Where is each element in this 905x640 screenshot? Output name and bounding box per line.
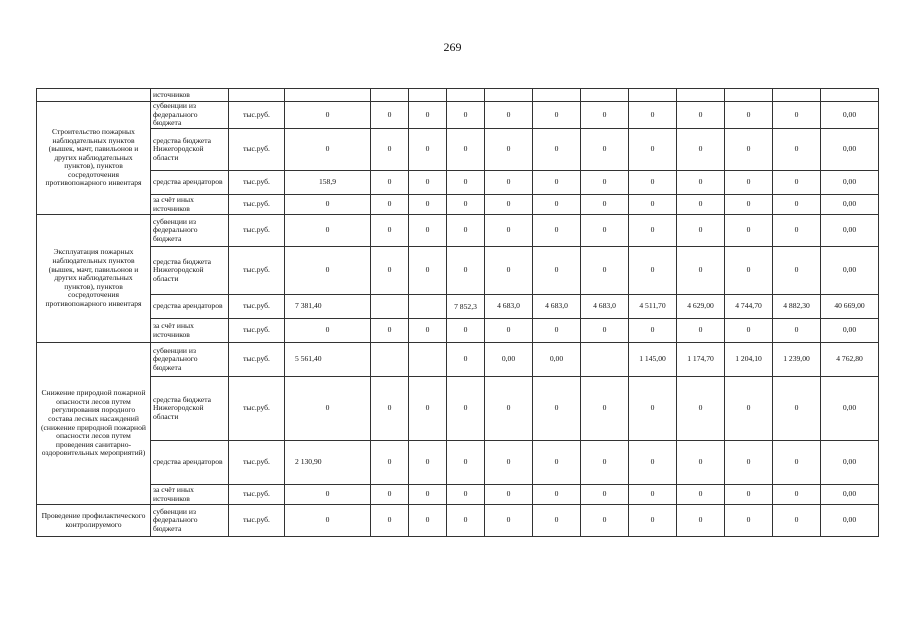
value-cell: 0 xyxy=(533,195,581,215)
value-cell: 0 xyxy=(677,485,725,505)
value-cell: 0 xyxy=(773,102,821,129)
value-cell: 0 xyxy=(409,195,447,215)
value-cell: 0 xyxy=(285,215,371,247)
table-row xyxy=(37,441,879,485)
value-cell: 0 xyxy=(485,247,533,295)
value-cell: 0 xyxy=(773,215,821,247)
unit-cell: тыс.руб. xyxy=(229,247,285,295)
value-cell: 0 xyxy=(629,195,677,215)
value-cell: 0 xyxy=(725,441,773,485)
value-cell: 0 xyxy=(371,319,409,343)
unit-cell: тыс.руб. xyxy=(229,102,285,129)
value-cell: 0 xyxy=(773,319,821,343)
value-cell: 0 xyxy=(533,485,581,505)
value-cell: 0 xyxy=(409,441,447,485)
value-cell: 0 xyxy=(447,195,485,215)
unit-cell: тыс.руб. xyxy=(229,505,285,537)
value-cell: 0 xyxy=(773,377,821,441)
value-cell: 0 xyxy=(485,319,533,343)
value-cell: 0,00 xyxy=(821,102,879,129)
table-row xyxy=(37,485,879,505)
value-cell: 0 xyxy=(773,129,821,171)
value-cell: 0 xyxy=(629,505,677,537)
value-cell: 0 xyxy=(677,171,725,195)
table-row xyxy=(37,195,879,215)
funding-source-cell: средства бюджета Нижегородской области xyxy=(151,377,229,441)
value-cell: 1 145,00 xyxy=(629,343,677,377)
value-cell: 0 xyxy=(677,215,725,247)
budget-table xyxy=(36,88,879,537)
value-cell: 0 xyxy=(581,485,629,505)
unit-cell: тыс.руб. xyxy=(229,215,285,247)
value-cell: 4 683,0 xyxy=(533,295,581,319)
value-cell: 0 xyxy=(773,505,821,537)
activity-name-cell: Строительство пожарных наблюдательных пунктов (вышек, мачт, павильонов и других наблюдательных пунктов), пунктов сосредоточения противопожарного инвентаря xyxy=(37,102,151,215)
table-row xyxy=(37,171,879,195)
value-cell: 0 xyxy=(581,247,629,295)
value-cell: 0 xyxy=(409,171,447,195)
value-cell: 0 xyxy=(447,485,485,505)
value-cell: 0 xyxy=(677,247,725,295)
value-cell: 0 xyxy=(485,441,533,485)
funding-source-cell: за счёт иных источников xyxy=(151,485,229,505)
value-cell: 0 xyxy=(285,319,371,343)
value-cell: 0,00 xyxy=(821,171,879,195)
value-cell: 0 xyxy=(629,377,677,441)
table-body xyxy=(37,89,879,537)
value-cell: 0 xyxy=(677,377,725,441)
value-cell: 0 xyxy=(409,505,447,537)
table-row xyxy=(37,377,879,441)
unit-cell: тыс.руб. xyxy=(229,319,285,343)
value-cell: 0 xyxy=(409,319,447,343)
value-cell: 0 xyxy=(409,102,447,129)
value-cell xyxy=(409,343,447,377)
value-cell: 0 xyxy=(285,505,371,537)
value-cell: 0 xyxy=(409,377,447,441)
value-cell: 0 xyxy=(485,505,533,537)
funding-source-cell: за счёт иных источников xyxy=(151,195,229,215)
value-cell: 0 xyxy=(409,129,447,171)
value-cell: 0 xyxy=(447,505,485,537)
funding-source-cell: средства арендаторов xyxy=(151,171,229,195)
value-cell: 0 xyxy=(485,485,533,505)
value-cell: 0 xyxy=(629,247,677,295)
table-row xyxy=(37,319,879,343)
value-cell xyxy=(371,295,409,319)
value-cell: 0 xyxy=(447,171,485,195)
activity-name-cell: Снижение природной пожарной опасности лесов путем регулирования породного состава лесных насаждений (снижение природной пожарной опасности лесов путем проведения санитарно-оздоровительных мероприятий) xyxy=(37,343,151,505)
funding-source-cell: средства арендаторов xyxy=(151,295,229,319)
unit-cell: тыс.руб. xyxy=(229,377,285,441)
value-cell: 0,00 xyxy=(821,247,879,295)
value-cell: 0 xyxy=(677,319,725,343)
funding-source-cell: средства бюджета Нижегородской области xyxy=(151,247,229,295)
value-cell: 158,9 xyxy=(285,171,371,195)
value-cell: 0,00 xyxy=(821,441,879,485)
value-cell: 0 xyxy=(581,441,629,485)
value-cell: 0 xyxy=(581,319,629,343)
value-cell: 0,00 xyxy=(485,343,533,377)
value-cell: 5 561,40 xyxy=(285,343,371,377)
value-cell: 0 xyxy=(485,129,533,171)
value-cell: 4 882,30 xyxy=(773,295,821,319)
value-cell: 0 xyxy=(533,505,581,537)
value-cell: 0 xyxy=(371,195,409,215)
value-cell: 0 xyxy=(677,102,725,129)
value-cell: 0 xyxy=(447,129,485,171)
unit-cell: тыс.руб. xyxy=(229,441,285,485)
value-cell: 0 xyxy=(677,129,725,171)
value-cell: 2 130,90 xyxy=(285,441,371,485)
value-cell: 4 629,00 xyxy=(677,295,725,319)
value-cell: 0 xyxy=(533,377,581,441)
value-cell: 0 xyxy=(629,215,677,247)
value-cell: 0 xyxy=(447,441,485,485)
funding-source-cell: субвенции из федерального бюджета xyxy=(151,215,229,247)
value-cell: 0 xyxy=(773,195,821,215)
value-cell: 0 xyxy=(533,102,581,129)
value-cell: 0 xyxy=(725,129,773,171)
value-cell: 0 xyxy=(533,441,581,485)
funding-source-cell: средства бюджета Нижегородской области xyxy=(151,129,229,171)
page-number: 269 xyxy=(443,40,462,54)
value-cell: 0 xyxy=(725,377,773,441)
value-cell: 0 xyxy=(485,195,533,215)
value-cell: 0 xyxy=(285,485,371,505)
value-cell: 1 174,70 xyxy=(677,343,725,377)
value-cell: 0 xyxy=(447,319,485,343)
value-cell: 0 xyxy=(677,505,725,537)
value-cell: 0 xyxy=(629,171,677,195)
value-cell: 0 xyxy=(677,195,725,215)
value-cell: 0 xyxy=(485,171,533,195)
value-cell: 0 xyxy=(677,441,725,485)
value-cell: 0 xyxy=(447,102,485,129)
value-cell: 0 xyxy=(409,485,447,505)
value-cell: 0,00 xyxy=(821,505,879,537)
funding-source-cell: за счёт иных источников xyxy=(151,319,229,343)
activity-name-cell: Эксплуатация пожарных наблюдательных пунктов (вышек, мачт, павильонов и других наблюдательных пунктов), пунктов сосредоточения противопожарного инвентаря xyxy=(37,215,151,343)
value-cell: 0 xyxy=(725,215,773,247)
value-cell: 0 xyxy=(629,129,677,171)
value-cell: 0 xyxy=(629,441,677,485)
value-cell: 0 xyxy=(725,319,773,343)
value-cell: 0 xyxy=(773,485,821,505)
unit-cell: тыс.руб. xyxy=(229,295,285,319)
value-cell: 0,00 xyxy=(821,319,879,343)
value-cell: 0 xyxy=(371,171,409,195)
table-row xyxy=(37,215,879,247)
value-cell: 0 xyxy=(285,195,371,215)
value-cell: 0 xyxy=(447,377,485,441)
table-row xyxy=(37,295,879,319)
value-cell: 0 xyxy=(447,247,485,295)
value-cell: 0 xyxy=(581,129,629,171)
unit-cell: тыс.руб. xyxy=(229,485,285,505)
value-cell: 0,00 xyxy=(821,377,879,441)
value-cell: 0 xyxy=(533,215,581,247)
table-row xyxy=(37,505,879,537)
value-cell: 1 204,10 xyxy=(725,343,773,377)
value-cell: 0 xyxy=(371,215,409,247)
value-cell xyxy=(581,343,629,377)
value-cell: 40 669,00 xyxy=(821,295,879,319)
value-cell: 0 xyxy=(409,247,447,295)
source-cell: источников xyxy=(151,89,229,102)
value-cell: 0 xyxy=(581,171,629,195)
value-cell: 0 xyxy=(371,505,409,537)
table-row xyxy=(37,343,879,377)
table-row xyxy=(37,129,879,171)
value-cell: 4 744,70 xyxy=(725,295,773,319)
value-cell: 0 xyxy=(581,215,629,247)
table-row xyxy=(37,247,879,295)
value-cell: 0 xyxy=(581,102,629,129)
value-cell: 0 xyxy=(629,102,677,129)
value-cell: 0 xyxy=(773,171,821,195)
value-cell: 0 xyxy=(485,215,533,247)
value-cell: 7 381,40 xyxy=(285,295,371,319)
value-cell: 4 762,80 xyxy=(821,343,879,377)
unit-cell: тыс.руб. xyxy=(229,171,285,195)
value-cell: 0 xyxy=(485,377,533,441)
activity-name-cell: Проведение профилактического контролируемого xyxy=(37,505,151,537)
value-cell: 0 xyxy=(581,195,629,215)
value-cell: 0 xyxy=(371,129,409,171)
value-cell: 0 xyxy=(725,505,773,537)
value-cell: 0 xyxy=(773,247,821,295)
unit-cell: тыс.руб. xyxy=(229,195,285,215)
value-cell: 0 xyxy=(581,505,629,537)
value-cell: 0 xyxy=(285,129,371,171)
table-row xyxy=(37,102,879,129)
value-cell: 0 xyxy=(725,102,773,129)
value-cell: 0 xyxy=(725,485,773,505)
value-cell: 0,00 xyxy=(533,343,581,377)
value-cell: 4 683,0 xyxy=(485,295,533,319)
value-cell: 0 xyxy=(285,247,371,295)
value-cell: 0,00 xyxy=(821,485,879,505)
funding-source-cell: субвенции из федерального бюджета xyxy=(151,343,229,377)
value-cell: 0 xyxy=(409,215,447,247)
value-cell: 0 xyxy=(285,377,371,441)
value-cell: 0 xyxy=(371,247,409,295)
funding-source-cell: средства арендаторов xyxy=(151,441,229,485)
value-cell: 0,00 xyxy=(821,129,879,171)
value-cell: 0 xyxy=(285,102,371,129)
table-row xyxy=(37,89,879,102)
value-cell: 1 239,00 xyxy=(773,343,821,377)
value-cell: 0 xyxy=(371,377,409,441)
value-cell: 0 xyxy=(533,129,581,171)
value-cell: 7 852,3 xyxy=(447,295,485,319)
value-cell: 0 xyxy=(725,171,773,195)
value-cell: 0 xyxy=(485,102,533,129)
value-cell: 0 xyxy=(533,247,581,295)
value-cell: 0,00 xyxy=(821,195,879,215)
unit-cell: тыс.руб. xyxy=(229,129,285,171)
unit-cell: тыс.руб. xyxy=(229,343,285,377)
value-cell: 0 xyxy=(629,319,677,343)
value-cell: 0 xyxy=(371,102,409,129)
name-cell xyxy=(37,89,151,102)
value-cell: 0,00 xyxy=(821,215,879,247)
funding-source-cell: субвенции из федерального бюджета xyxy=(151,505,229,537)
value-cell: 0 xyxy=(371,441,409,485)
value-cell: 0 xyxy=(581,377,629,441)
value-cell: 0 xyxy=(533,171,581,195)
value-cell: 4 511,70 xyxy=(629,295,677,319)
value-cell: 4 683,0 xyxy=(581,295,629,319)
value-cell: 0 xyxy=(725,247,773,295)
value-cell: 0 xyxy=(533,319,581,343)
value-cell: 0 xyxy=(447,215,485,247)
value-cell: 0 xyxy=(371,485,409,505)
value-cell: 0 xyxy=(773,441,821,485)
funding-source-cell: субвенции из федерального бюджета xyxy=(151,102,229,129)
value-cell: 0 xyxy=(725,195,773,215)
value-cell: 0 xyxy=(447,343,485,377)
value-cell xyxy=(371,343,409,377)
value-cell: 0 xyxy=(629,485,677,505)
value-cell xyxy=(409,295,447,319)
